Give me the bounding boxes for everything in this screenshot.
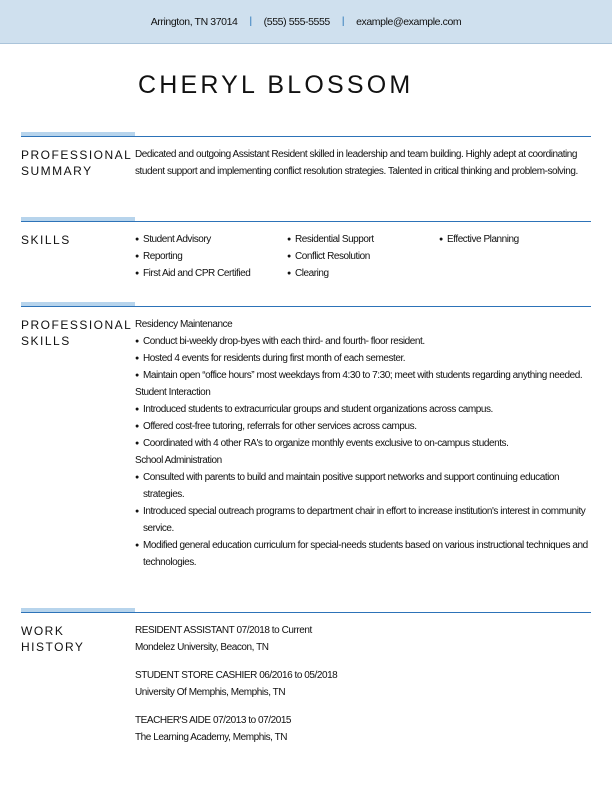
job-title-line: TEACHER'S AIDE 07/2013 to 07/2015	[135, 715, 292, 726]
skill-item: ● Clearing	[287, 265, 439, 282]
candidate-name: CHERYL BLOSSOM	[138, 71, 414, 99]
skill-group-item: ● Introduced special outreach programs to department chair in effort to increase institution's interest in community service.	[135, 503, 591, 537]
skill-group-item: ● Modified general education curriculum for special-needs students based on various instructional techniques and technologies.	[135, 537, 591, 571]
job-employer-line: The Learning Academy, Memphis, TN	[135, 732, 288, 743]
skills-grid	[135, 231, 591, 282]
contact-address: Arrington, TN 37014	[150, 15, 238, 28]
contact-bar	[0, 0, 612, 44]
work-history-heading: WORK HISTORY	[21, 624, 85, 654]
skills-heading: SKILLS	[21, 233, 71, 247]
skill-group-item: ● Introduced students to extracurricular groups and student organizations across campus.	[135, 401, 591, 418]
summary-heading	[21, 147, 131, 179]
skills-column	[287, 231, 439, 282]
summary-heading-line1: PROFESSIONAL	[21, 148, 133, 162]
skill-item: ● Student Advisory	[135, 231, 287, 248]
skill-item: ● Reporting	[135, 248, 287, 265]
job-employer-line: Mondelez University, Beacon, TN	[135, 642, 269, 653]
skill-group-item: ● Consulted with parents to build and maintain positive support networks and support continuing education strategies.	[135, 469, 591, 503]
skills-column	[135, 231, 287, 282]
contact-email: example@example.com	[356, 15, 462, 28]
skill-group-item: ● Conduct bi-weekly drop-byes with each third- and fourth- floor resident.	[135, 333, 591, 350]
professional-skills-list	[135, 316, 591, 571]
section-divider	[21, 136, 591, 137]
job-employer-line: University Of Memphis, Memphis, TN	[135, 687, 286, 698]
contact-separator: |	[249, 16, 252, 27]
professional-skills-heading	[21, 317, 131, 349]
skill-group-title: Student Interaction	[135, 387, 211, 398]
job-entry	[135, 622, 591, 656]
professional-skills-heading-line1: PROFESSIONAL	[21, 318, 133, 332]
job-title-line: STUDENT STORE CASHIER 06/2016 to 05/2018	[135, 670, 338, 681]
skill-group-item: ● Offered cost-free tutoring, referrals for other services across campus.	[135, 418, 591, 435]
work-history-list	[135, 622, 591, 757]
skill-group-item: ● Hosted 4 events for residents during first month of each semester.	[135, 350, 591, 367]
skill-item: ● Residential Support	[287, 231, 439, 248]
skill-item: ● Conflict Resolution	[287, 248, 439, 265]
section-divider	[21, 612, 591, 613]
summary-text: Dedicated and outgoing Assistant Resident skilled in leadership and team building. Highly adept at coordinating student support and implementing conflict resolution strategies. Talented in critical thinking and problem-solving.	[135, 149, 578, 177]
skill-item: ● Effective Planning	[439, 231, 591, 248]
job-entry	[135, 667, 591, 701]
summary-heading-line2: SUMMARY	[21, 164, 93, 178]
job-title-line: RESIDENT ASSISTANT 07/2018 to Current	[135, 625, 312, 636]
section-divider	[21, 306, 591, 307]
skill-group-title: School Administration	[135, 455, 222, 466]
skill-item: ● First Aid and CPR Certified	[135, 265, 287, 282]
professional-skills-heading-line2: SKILLS	[21, 334, 71, 348]
contact-phone: (555) 555-5555	[263, 15, 330, 28]
contact-separator: |	[341, 16, 345, 27]
job-entry	[135, 712, 591, 746]
skill-group-item: ● Coordinated with 4 other RA's to organize monthly events exclusive to on-campus students.	[135, 435, 591, 452]
skill-group-item: ● Maintain open “office hours” most weekdays from 4:30 to 7:30; meet with students regarding anything needed.	[135, 367, 591, 384]
skills-column	[439, 231, 591, 282]
section-divider	[21, 221, 591, 222]
skill-group-title: Residency Maintenance	[135, 319, 233, 330]
